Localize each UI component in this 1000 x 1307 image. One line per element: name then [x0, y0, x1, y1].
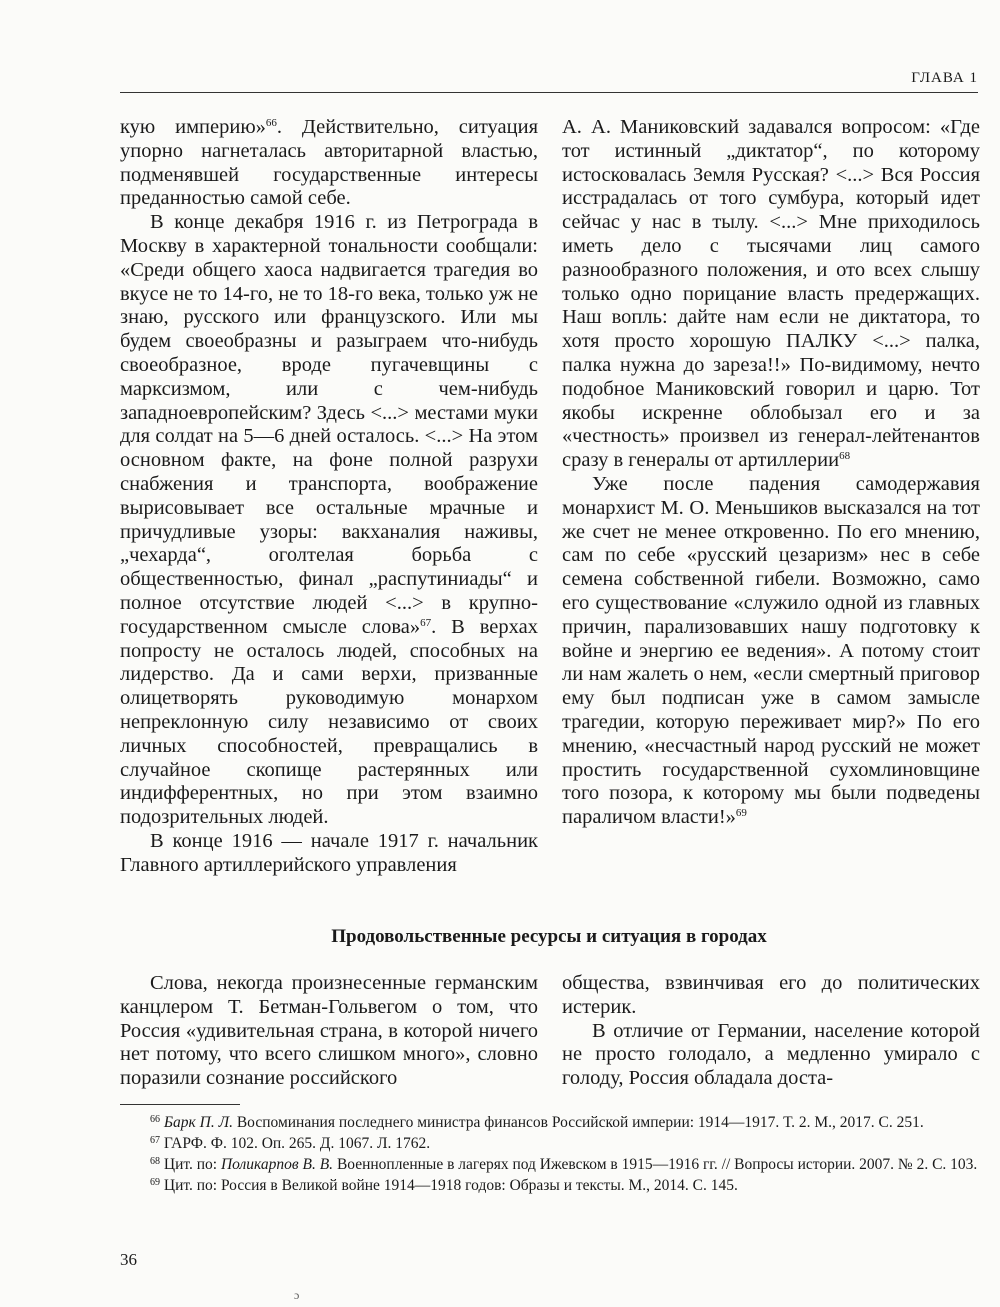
footnote-ref[interactable]: 69: [735, 807, 747, 820]
paragraph: кую империю»$^{66}$. Действительно, ситуация упорно нагнеталась авторитарной властью, подменявшей государственные интересы преданностью самой себе.: [120, 116, 538, 210]
scan-mark: ɔ: [294, 1288, 300, 1302]
paragraph: А. А. Маниковский задавался вопросом: «Где тот истинный „диктатор“, по которому истосковалась Земля Русская? <...> Вся Россия исстрадалась от того сумбура, который идет сейчас у нас в тылу. <...> Мне приходилось иметь дело с тысячами лиц самого разнообразного положения, и ото всех слышу только одно порицание власть предержащих. Наш вопль: дайте нам если не диктатора, то хотя просто хорошую ПАЛКУ <...> палка, палка нужна до зареза!!» По-видимому, нечто подобное Маниковский говорил и царю. Тот якобы искренне облобызал его и за «честность» произвел из генерал-лейтенантов сразу в генералы от артиллерии$^{68}$: [562, 116, 980, 472]
footnote: $^{69}$ Цит. по: Россия в Великой войне 1914—1918 годов: Образы и тексты. М., 2014. С. 145.: [150, 1177, 738, 1194]
paragraph: Слова, некогда произнесенные германским канцлером Т. Бетман-Гольвегом о том, что Россия «удивительная страна, в которой ничего нет потому, что всего слишком много», словно поразили сознание российского: [120, 972, 538, 1090]
page-number: 36: [120, 1250, 137, 1269]
footnote: $^{68}$ Цит. по: Поликарпов В. В. Военнопленные в лагерях под Ижевском в 1915—1916 гг. // Вопросы истории. 2007. № 2. С. 103.: [150, 1156, 978, 1173]
right-column-bottom: [562, 972, 980, 1091]
footnote-rule: [120, 1104, 240, 1105]
section-heading: Продовольственные ресурсы и ситуация в городах: [331, 926, 767, 947]
paragraph: В конце 1916 — начале 1917 г. начальник Главного артиллерийского управления: [120, 829, 538, 876]
left-column-top: [120, 116, 538, 878]
header-rule: [120, 92, 978, 93]
footnote-ref[interactable]: 66: [265, 117, 277, 129]
right-column-top: [562, 116, 980, 830]
paragraph: В отличие от Германии, население которой не просто голодало, а медленно умирало с голоду, Россия обладала доста-: [562, 1019, 980, 1090]
footnote: $^{66}$ Барк П. Л. Воспоминания последнего министра финансов Российской империи: 1914—1917. Т. 2. М., 2017. С. 251.: [150, 1114, 924, 1131]
footnote: $^{67}$ ГАРФ. Ф. 102. Оп. 265. Д. 1067. Л. 1762.: [150, 1135, 431, 1152]
running-title: ГЛАВА 1: [911, 70, 978, 86]
footnote-ref[interactable]: 67: [420, 616, 432, 629]
paragraph: общества, взвинчивая его до политических истерик.: [562, 972, 980, 1018]
left-column-bottom: [120, 972, 538, 1091]
paragraph: Уже после падения самодержавия монархист М. О. Меньшиков высказался на тот же счет не менее откровенно. По его мнению, сам по себе «русский цезаризм» нес в себе семена собственной гибели. Возможно, само его существование «служило одной из главных причин, парализовавших нашу подготовку к войне и энергию ее ведения». А потому стоит ли нам жалеть о нем, «если смертный приговор ему был подписан уже в самом замысле трагедии, которую переживает мир?» По его мнению, «несчастный народ русский не может простить государственной сухомлиновщине того позора, к которому мы были подведены параличом власти!»$^{69}$: [562, 472, 980, 829]
footnote-ref[interactable]: 68: [839, 450, 851, 463]
paragraph: В конце декабря 1916 г. из Петрограда в Москву в характерной тональности сообщали: «Среди общего хаоса надвигается трагедия во вкусе не то 14-го, не то 18-го века, только уж не знаю, русского или французского. Или мы будем своеобразны и разыграем что-нибудь своеобразное, вроде пугачевщины с марксизмом, или с чем-нибудь западноевропейским? Здесь <...> местами муки для солдат на 5—6 дней осталось. <...> На этом основном факте, на фоне полной разрухи снабжения и транспорта, воображение вырисовывает все остальные мрачные и причудливые узоры: вакханалия наживы, „чехарда“, оголтелая борьба с общественностью, финал „распутиниады“ и полное отсутствие людей <...> в крупно-государственном смысле слова»$^{67}$. В верхах попросту не осталось людей, способных на лидерство. Да и сами верхи, призванные олицетворять руководимую монархом непреклонную силу независимо от своих личных способностей, превращались в случайное скопище растерянных или индифферентных, но при этом взаимно подозрительных людей.: [120, 211, 538, 829]
footnotes: [120, 1112, 978, 1196]
